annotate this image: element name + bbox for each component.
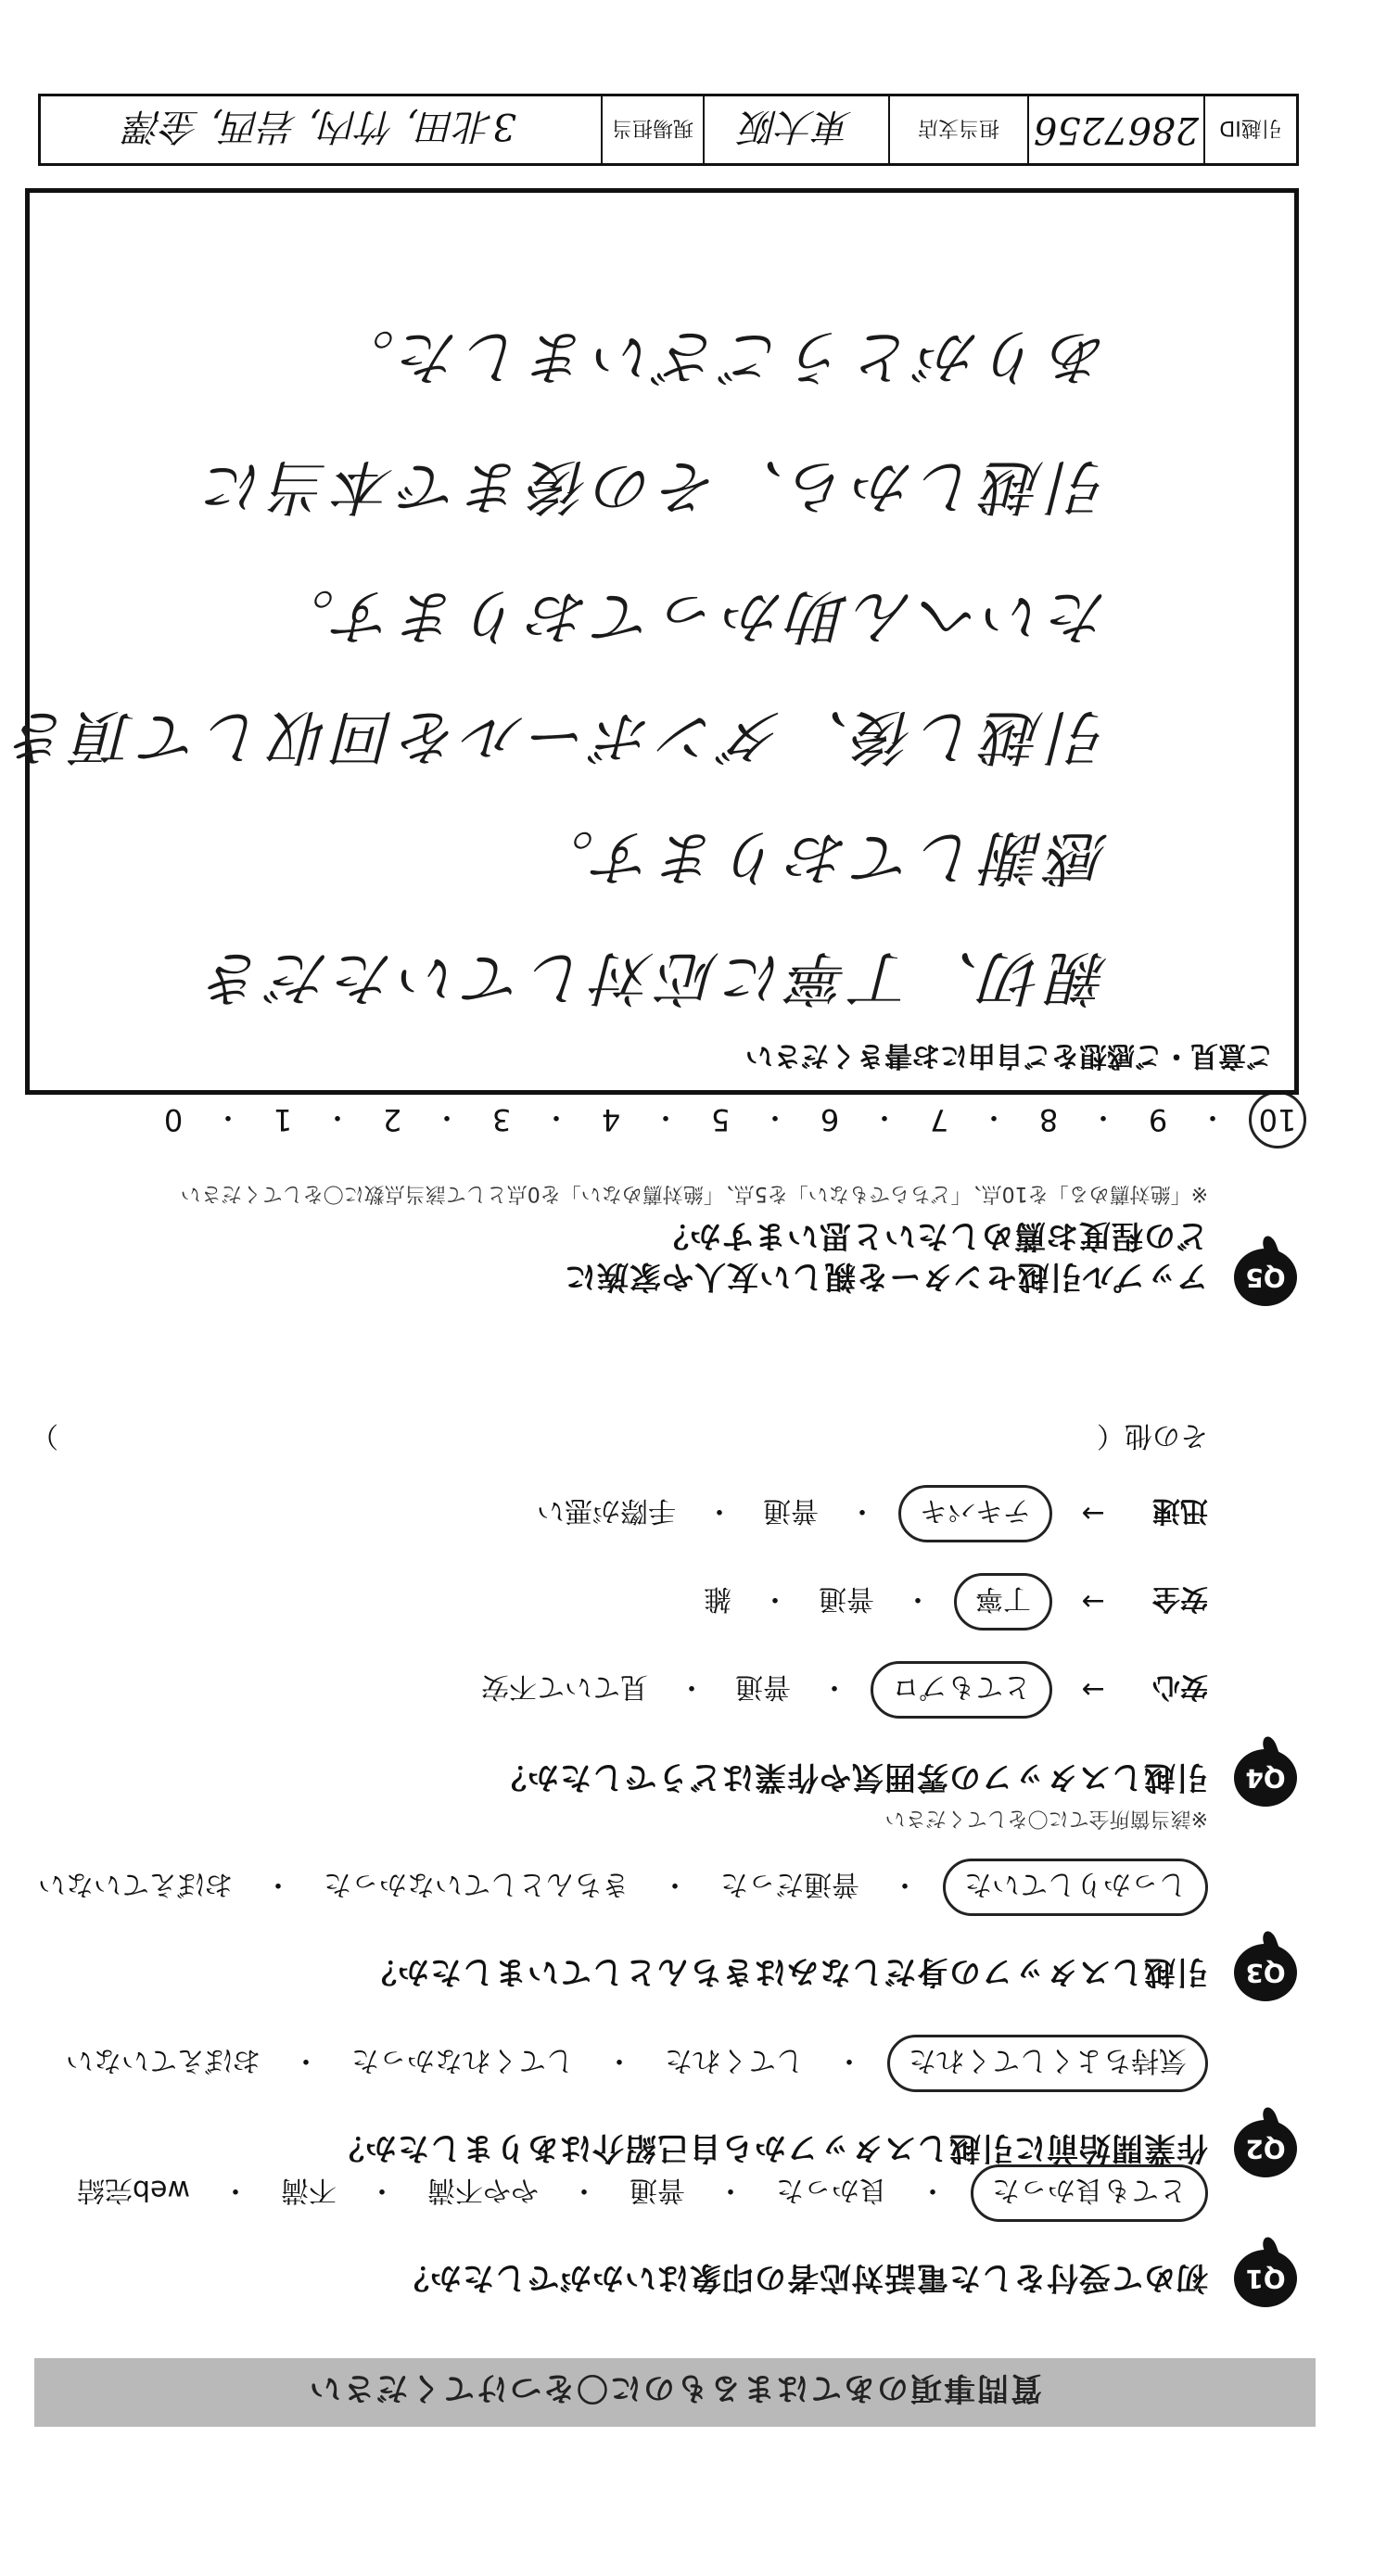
q4-row-label: 迅速 bbox=[1152, 1494, 1208, 1527]
q1-text: 初めて受付をした電話対応者の印象はいかがでしたか？ bbox=[397, 2259, 1208, 2296]
comment-line: ありがとうございました。 bbox=[330, 322, 1109, 390]
q3-text: 引越しスタッフの身だしなみはきちんとしていましたか？ bbox=[364, 1953, 1208, 1990]
q5-score-2[interactable]: 2 bbox=[382, 1102, 402, 1137]
q4-option[interactable]: 普通 bbox=[735, 1670, 791, 1703]
comment-line: 親切、丁寧に応対していただき bbox=[200, 943, 1109, 1011]
q4-other-label: その他（ bbox=[1097, 1419, 1208, 1452]
q1-option-4[interactable]: やや不満 bbox=[427, 2174, 539, 2206]
q3-option-1[interactable]: しっかりしていた bbox=[943, 1859, 1208, 1916]
q5-score-1[interactable]: 1 bbox=[273, 1102, 293, 1137]
q3-option-4[interactable]: おぼえていない bbox=[38, 1868, 233, 1900]
comments-heading: ご意見・ご感想をご自由にお書きください bbox=[745, 1039, 1274, 1072]
q5-score-4[interactable]: 4 bbox=[601, 1102, 621, 1137]
q4-row-anshin: 安心 → とてもプロ ・ 普通 ・ 見ていて不安 bbox=[474, 1661, 1208, 1719]
q4-option[interactable]: 丁寧 bbox=[954, 1573, 1052, 1631]
q1-option-5[interactable]: 不満 bbox=[281, 2174, 337, 2206]
arrow-right-icon: → bbox=[1081, 1497, 1105, 1530]
q1-option-3[interactable]: 普通 bbox=[630, 2174, 685, 2206]
q4-option[interactable]: 見ていて不安 bbox=[481, 1670, 648, 1703]
q2-option-1[interactable]: 気持ちよくしてくれた bbox=[887, 2035, 1208, 2092]
q2-text: 作業開始前に引越しスタッフから自己紹介はありましたか？ bbox=[332, 2129, 1208, 2166]
staff-value: 3北田, 竹内, 岩西, 金澤 bbox=[125, 105, 516, 148]
q4-row-label: 安心 bbox=[1152, 1670, 1208, 1703]
q5-badge: Q5 bbox=[1234, 1249, 1297, 1306]
q4-row-anzen: 安全 → 丁寧 ・ 普通 ・ 雑 bbox=[696, 1573, 1208, 1631]
q1-option-6[interactable]: web完結 bbox=[76, 2174, 190, 2206]
q1-option-1[interactable]: とても良かった bbox=[971, 2164, 1208, 2222]
q5-score-3[interactable]: 3 bbox=[491, 1102, 512, 1137]
q3-option-3[interactable]: きちんとしていなかった bbox=[324, 1868, 630, 1900]
q5-score-7[interactable]: 7 bbox=[929, 1102, 949, 1137]
arrow-right-icon: → bbox=[1081, 1673, 1105, 1707]
q5-note: ※「絶対薦める」を10点、「どちらでもない」を5点、「絶対薦めない」を0点として該当点数に〇をしてください bbox=[180, 1182, 1208, 1205]
q4-note: ※該当箇所全てに〇をしてください bbox=[884, 1807, 1208, 1830]
q4-row-jinsoku: 迅速 → テキパキ ・ 普通 ・ 手際が悪い bbox=[529, 1485, 1208, 1542]
id-label: 引越ID bbox=[1203, 96, 1296, 163]
q4-text: 引越しスタッフの雰囲気や作業はどうでしたか？ bbox=[494, 1758, 1208, 1796]
q5-score-9[interactable]: 9 bbox=[1148, 1102, 1168, 1137]
q2-option-3[interactable]: してくれなかった bbox=[351, 2044, 574, 2076]
comment-line: 感謝しております。 bbox=[529, 822, 1109, 891]
info-table bbox=[38, 94, 1299, 166]
q3-option-2[interactable]: 普通だった bbox=[720, 1868, 859, 1900]
q2-option-4[interactable]: おぼえていない bbox=[66, 2044, 261, 2076]
q5-score-5[interactable]: 5 bbox=[710, 1102, 731, 1137]
q2-badge: Q2 bbox=[1234, 2120, 1297, 2177]
q3-options: しっかりしていた ・ 普通だった ・ きちんとしていなかった ・ おぼえていない bbox=[31, 1859, 1208, 1916]
q5-score-8[interactable]: 8 bbox=[1038, 1102, 1059, 1137]
q5-scale: 10 ・ 9 ・ 8 ・ 7 ・ 6 ・ 5 ・ 4 ・ 3 ・ 2 ・ 1 ・ 0 bbox=[155, 1091, 1306, 1148]
q5-score-0[interactable]: 0 bbox=[163, 1102, 184, 1137]
q1-badge: Q1 bbox=[1234, 2250, 1297, 2307]
staff-label: 現場担当 bbox=[601, 96, 703, 163]
instructions-text: 質問事項のあてはまるものに〇をつけてください bbox=[308, 2369, 1042, 2406]
q2-option-2[interactable]: してくれた bbox=[665, 2044, 804, 2076]
q5-text-line2: どの程度お薦めしたいと思いますか？ bbox=[656, 1217, 1208, 1254]
q4-option[interactable]: 普通 bbox=[763, 1494, 819, 1527]
q2-options: 気持ちよくしてくれた ・ してくれた ・ してくれなかった ・ おぼえていない bbox=[58, 2035, 1208, 2092]
q4-badge: Q4 bbox=[1234, 1749, 1297, 1807]
arrow-right-icon: → bbox=[1081, 1585, 1105, 1618]
q5-score-6[interactable]: 6 bbox=[820, 1102, 840, 1137]
q4-row-label: 安全 bbox=[1152, 1582, 1208, 1615]
instructions-header bbox=[34, 2358, 1316, 2427]
id-value: 2867256 bbox=[1027, 96, 1203, 163]
q4-other-row bbox=[31, 1418, 1208, 1459]
q4-option[interactable]: 雑 bbox=[704, 1582, 731, 1615]
q5-score-10[interactable]: 10 bbox=[1249, 1091, 1306, 1148]
comment-line: 引越し後、ダンボールを回収して頂き bbox=[6, 702, 1109, 770]
branch-label: 担当支店 bbox=[888, 96, 1027, 163]
q4-other-close: ） bbox=[31, 1419, 58, 1452]
q4-option[interactable]: 手際が悪い bbox=[537, 1494, 676, 1527]
q1-options: とても良かった ・ 良かった ・ 普通 ・ やや不満 ・ 不満 ・ web完結 bbox=[70, 2164, 1208, 2222]
branch-value: 東大阪 bbox=[703, 96, 888, 163]
q1-option-2[interactable]: 良かった bbox=[776, 2174, 887, 2206]
q3-badge: Q3 bbox=[1234, 1944, 1297, 2001]
comment-line: 引越しから、その後まで本当に bbox=[200, 451, 1109, 520]
q5-text-line1: アップル引越センターを親しい友人や家族に bbox=[564, 1258, 1208, 1295]
comments-box[interactable] bbox=[6, 188, 1299, 1095]
q4-option[interactable]: テキパキ bbox=[898, 1485, 1052, 1542]
q4-option[interactable]: 普通 bbox=[819, 1582, 874, 1615]
q4-option[interactable]: とてもプロ bbox=[871, 1661, 1052, 1719]
comment-line: たいへん助かっております。 bbox=[270, 581, 1109, 650]
